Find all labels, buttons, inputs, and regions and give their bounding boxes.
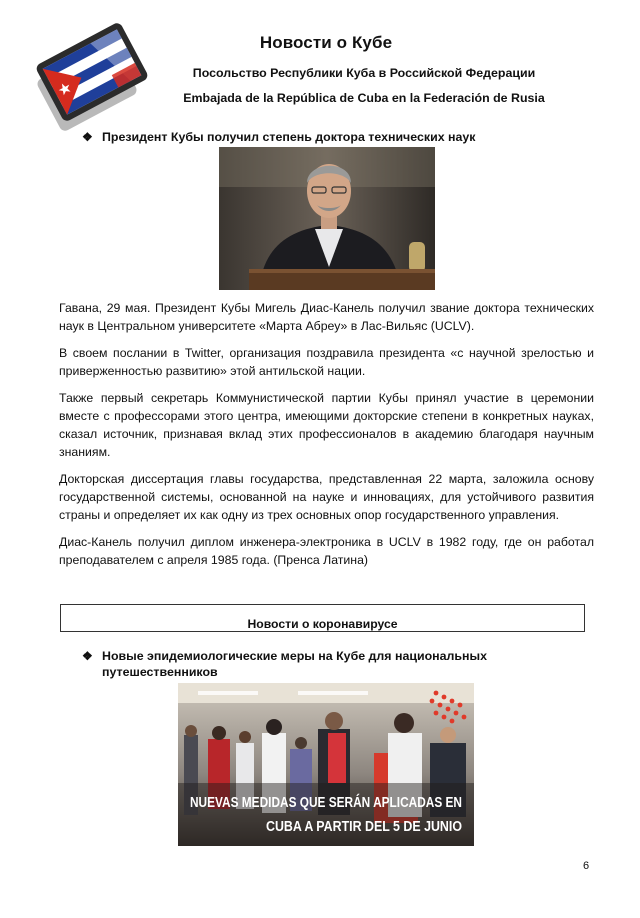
airport-travellers-photo xyxy=(178,683,523,846)
photo-caption-line: NUEVAS MEDIDAS QUE SERÁN APLICADAS EN xyxy=(190,795,523,811)
article-heading-line: путешественников xyxy=(102,665,218,679)
section-header-box xyxy=(60,604,585,632)
article-body xyxy=(59,299,594,578)
page-title: Новости о Кубе xyxy=(259,33,393,52)
embassy-name-es: Embajada de la República de Cuba en la Federación de Rusia xyxy=(183,91,545,105)
diamond-bullet-icon: ❖ xyxy=(82,130,93,144)
photo-caption-line: CUBA A PARTIR DEL 5 DE JUNIO xyxy=(266,819,462,835)
article-heading xyxy=(82,648,552,680)
embassy-name-ru: Посольство Республики Куба в Российской Федерации xyxy=(192,66,536,80)
president-at-podium-photo xyxy=(219,147,435,290)
diamond-bullet-icon: ❖ xyxy=(82,649,93,663)
article-paragraph: Диас-Канель получил диплом инженера-электроника в UCLV в 1982 году, где он работал преподавателем с апреля 1985 года. (Пренса Латина) xyxy=(59,535,594,567)
article-heading-text: Президент Кубы получил степень доктора технических наук xyxy=(102,130,476,144)
article-heading-line: Новые эпидемиологические меры на Кубе для национальных xyxy=(102,649,487,663)
cuba-russia-flag-logo xyxy=(34,24,146,120)
page-number: 6 xyxy=(583,860,590,872)
article-paragraph: Гавана, 29 мая. Президент Кубы Мигель Диас-Канель получил звание доктора технических наук в Центральном университете «Марта Абреу» в Лас-Вильяс (UCLV). xyxy=(59,301,594,333)
article-heading xyxy=(82,129,562,145)
article-paragraph: Докторская диссертация главы государства, представленная 22 марта, заложила основу государственной системы, основанной на науке и инновациях, для устойчивого развития страны и определяет их как одну из трех основных опор государственного управления. xyxy=(59,472,594,522)
article-paragraph: Также первый секретарь Коммунистической партии Кубы принял участие в церемонии вместе с профессорами этого центра, имеющими докторские степени в конкретных науках, сказал источник, признавая вклад этих профессионалов в академию благодаря научным знаниям. xyxy=(59,391,594,459)
article-paragraph: В своем послании в Twitter, организация поздравила президента «с научной зрелостью и приверженностью развитию» этой антильской нации. xyxy=(59,346,594,378)
section-header-title: Новости о коронавирусе xyxy=(247,617,398,631)
